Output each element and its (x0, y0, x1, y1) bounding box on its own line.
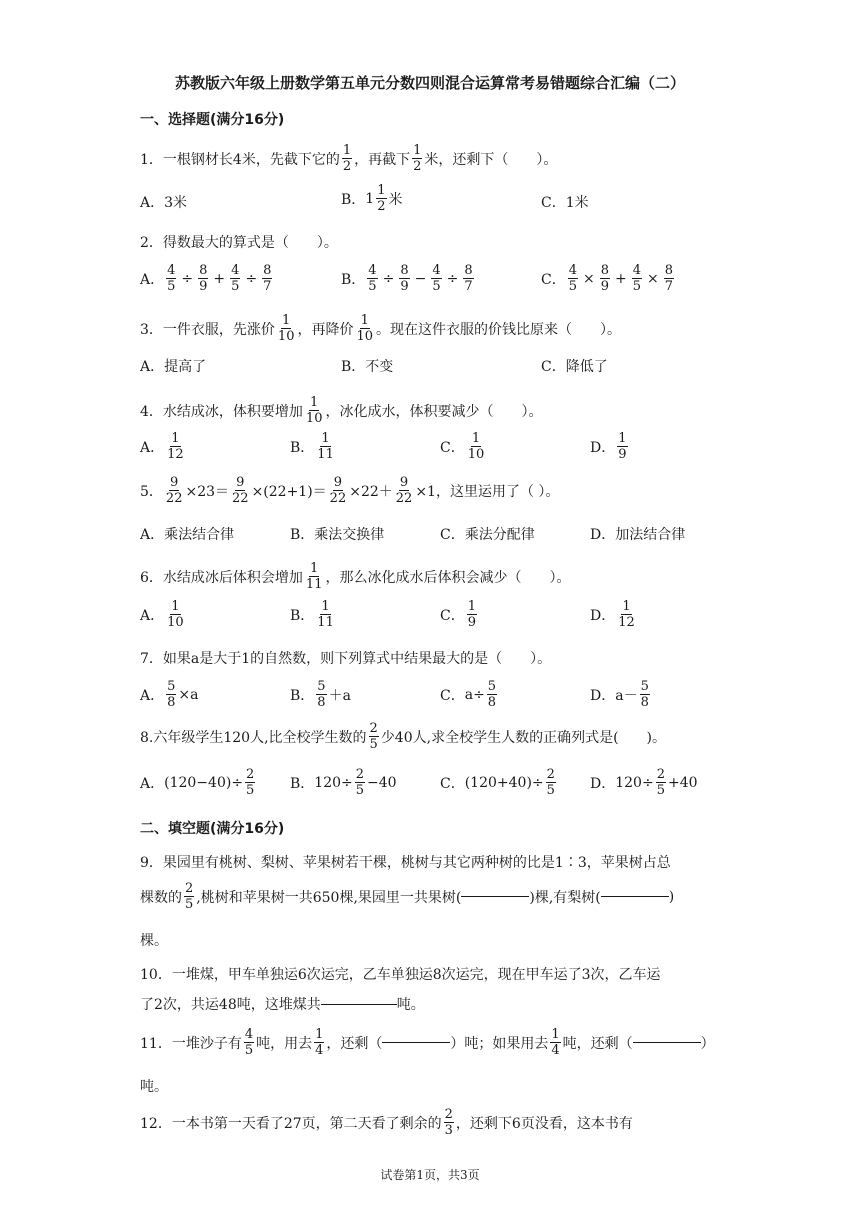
q1-option-b: B． 1 $\frac{1}{2}$ 米 (341, 183, 403, 214)
q1-fraction-1: $\frac{1}{2}$ (342, 143, 352, 174)
q3-option-a: A．提高了 (140, 359, 207, 375)
q6-option-b: B． $\frac{1}{11}$ (290, 599, 334, 630)
q4-option-c: C． $\frac{1}{10}$ (440, 431, 485, 462)
q7-option-d: D． a－ $\frac{5}{8}$ (590, 679, 649, 710)
q4-option-d: D． $\frac{1}{9}$ (590, 431, 627, 462)
question-8: 8.六年级学生120人,比全校学生数的 $\frac{2}{5}$ 少40人,求全校学生人数的正确列式是( )。 (140, 721, 666, 752)
q5-option-b: B．乘法交换律 (290, 527, 385, 543)
question-6: 6．水结成冰后体积会增加 $\frac{1}{11}$ ，那么冰化成水后体积会减少（ ）。 (140, 561, 571, 592)
q1-text-c: 米，还剩下（ ）。 (424, 151, 558, 168)
q6-option-a: A． $\frac{1}{10}$ (140, 599, 184, 630)
question-12: 12．一本书第一天看了27页，第二天看了剩余的 $\frac{2}{3}$ ，还剩下6页没看，这本书有 (140, 1107, 633, 1138)
q2-option-b: B． $\frac{4}{5}$ ÷ $\frac{8}{9}$ − $\frac{4}{5}$ ÷ $\frac{8}{7}$ (341, 263, 473, 294)
q8-option-c: C． (120+40)÷ $\frac{2}{5}$ (440, 767, 555, 798)
q10-answer-blank[interactable] (321, 1004, 397, 1005)
q8-option-d: D． 120÷ $\frac{2}{5}$ +40 (590, 767, 698, 798)
q5-option-d: D．加法结合律 (590, 527, 686, 543)
q1-text-a: 1．一根钢材长4米，先截下它的 (140, 151, 340, 168)
q2-option-a: A． $\frac{4}{5}$ ÷ $\frac{8}{9}$ + $\frac{4}{5}$ ÷ $\frac{8}{7}$ (140, 263, 272, 294)
q5-option-a: A．乘法结合律 (140, 527, 235, 543)
question-9-line-1: 9．果园里有桃树、梨树、苹果树若干棵，桃树与其它两种树的比是1∶3，苹果树占总 (140, 855, 671, 871)
q7-option-c: C． a÷ $\frac{5}{8}$ (440, 679, 497, 710)
question-4: 4．水结成冰，体积要增加 $\frac{1}{10}$ ，冰化成水，体积要减少（ ）。 (140, 395, 543, 426)
question-11-line-2: 吨。 (140, 1079, 168, 1095)
q1-text-b: ，再截下 (354, 151, 411, 168)
q7-option-b: B． $\frac{5}{8}$ ＋a (290, 679, 351, 710)
section-fill-header: 二、填空题(满分16分) (140, 821, 285, 837)
q3-option-c: C．降低了 (541, 359, 608, 375)
question-1 (140, 144, 557, 173)
q9-answer-blank-2[interactable] (601, 896, 669, 897)
q7-option-a: A． $\frac{5}{8}$ ×a (140, 679, 199, 710)
q3-option-b: B．不变 (341, 359, 394, 375)
question-7: 7．如果a是大于1的自然数，则下列算式中结果最大的是（ ）。 (140, 651, 552, 667)
q8-option-a: A． (120−40)÷ $\frac{2}{5}$ (140, 767, 255, 798)
question-5: 5． $\frac{9}{22}$ ×23＝ $\frac{9}{22}$ ×(22+1)＝ $\frac{9}{22}$ ×22＋ $\frac{9}{22}$ ×1，这里运用了（ ）。 (140, 475, 560, 506)
question-11: 11．一堆沙子有 $\frac{4}{5}$ 吨，用去 $\frac{1}{4}$ ，还剩（ ）吨；如果用去 $\frac{1}{4}$ 吨，还剩（ ） (140, 1027, 715, 1058)
q6-option-d: D． $\frac{1}{12}$ (590, 599, 635, 630)
question-9-line-2: 棵数的 $\frac{2}{5}$ ,桃树和苹果树一共650棵,果园里一共果树( )棵,有梨树( ) (140, 881, 675, 912)
q11-answer-blank-1[interactable] (382, 1042, 450, 1043)
q4-option-a: A． $\frac{1}{12}$ (140, 431, 184, 462)
question-10-line-2: 了2次，共运48吨，这堆煤共 吨。 (140, 997, 425, 1013)
q8-option-b: B． 120÷ $\frac{2}{5}$ −40 (290, 767, 397, 798)
q5-option-c: C．乘法分配律 (440, 527, 535, 543)
question-9-line-3: 棵。 (140, 933, 168, 949)
q1-fraction-2: $\frac{1}{2}$ (413, 143, 422, 174)
page-title: 苏教版六年级上册数学第五单元分数四则混合运算常考易错题综合汇编（二） (174, 74, 685, 92)
q9-answer-blank-1[interactable] (461, 896, 529, 897)
question-10-line-1: 10．一堆煤，甲车单独运6次运完，乙车单独运8次运完，现在甲车运了3次，乙车运 (140, 967, 661, 983)
q1-option-a: A．3米 (140, 195, 188, 211)
section-choice-header: 一、选择题(满分16分) (140, 112, 285, 128)
question-3: 3．一件衣服，先涨价 $\frac{1}{10}$ ，再降价 $\frac{1}{10}$ 。现在这件衣服的价钱比原来（ ）。 (140, 313, 622, 344)
q2-option-c: C． $\frac{4}{5}$ × $\frac{8}{9}$ + $\frac{4}{5}$ × $\frac{8}{7}$ (541, 263, 674, 294)
page-footer: 试卷第1页，共3页 (380, 1168, 480, 1182)
q6-option-c: C． $\frac{1}{9}$ (440, 599, 476, 630)
question-2: 2．得数最大的算式是（ ）。 (140, 235, 338, 251)
q1-option-c: C．1米 (541, 195, 589, 211)
q4-option-b: B． $\frac{1}{11}$ (290, 431, 334, 462)
q11-answer-blank-2[interactable] (633, 1042, 701, 1043)
